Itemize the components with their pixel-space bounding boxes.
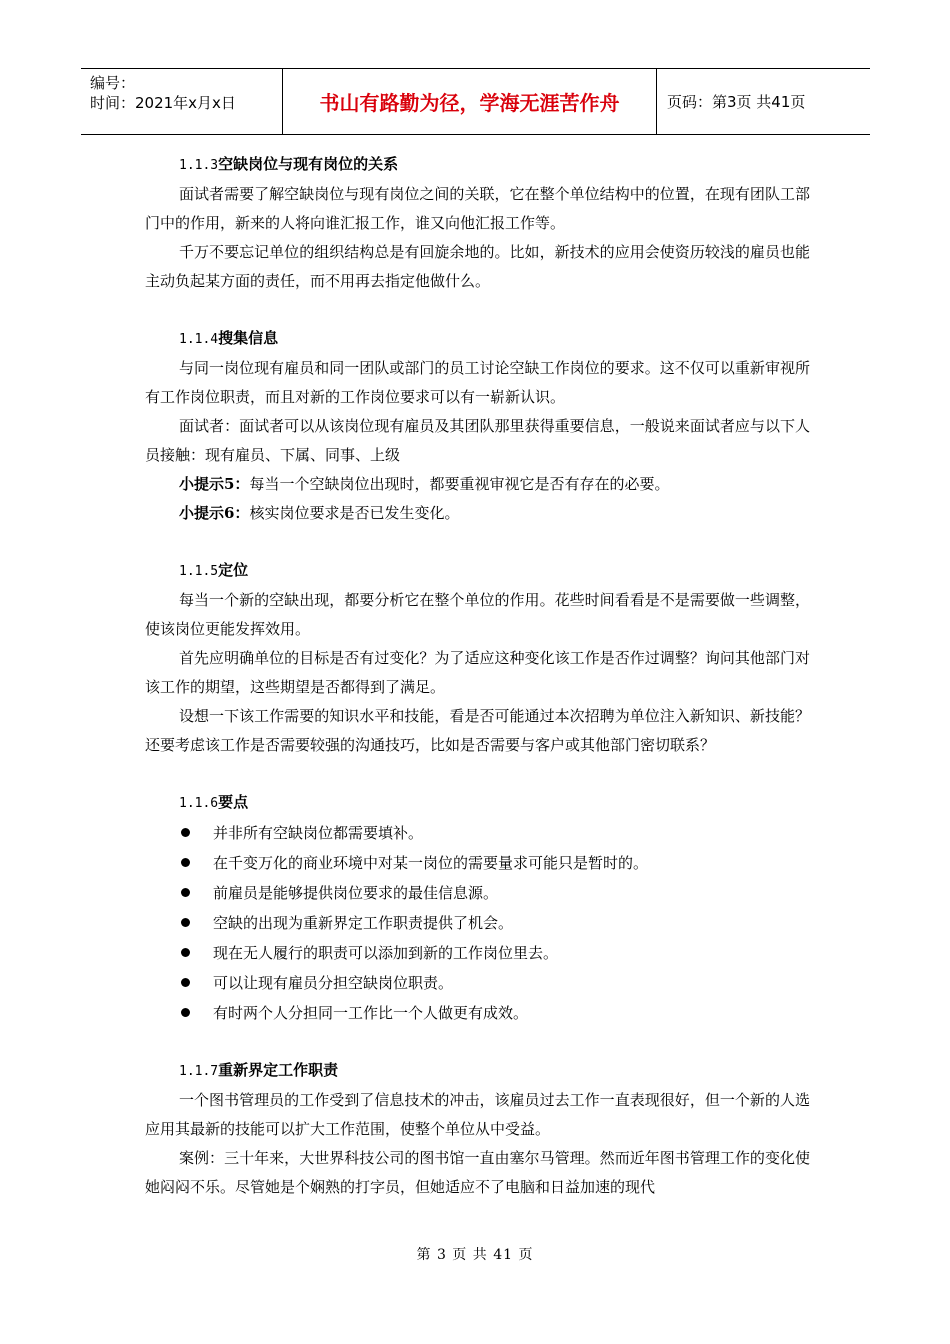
bullet-icon <box>181 888 190 897</box>
tip-text: 核实岗位要求是否已发生变化。 <box>249 504 460 522</box>
bullet-icon <box>181 1008 190 1017</box>
paragraph: 每当一个新的空缺出现，都要分析它在整个单位的作用。花些时间看看是不是需要做一些调整，使该岗位更能发挥效用。 <box>145 591 810 638</box>
list-item: 空缺的出现为重新界定工作职责提供了机会。 <box>145 908 810 938</box>
header-slogan: 书山有路勤为径，学海无涯苦作舟 <box>283 69 657 134</box>
tip-label: 小提示6： <box>179 504 250 522</box>
page-header <box>81 68 870 135</box>
bullet-icon <box>181 858 190 867</box>
paragraph: 与同一岗位现有雇员和同一团队或部门的员工讨论空缺工作岗位的要求。这不仅可以重新审视所有工作岗位职责，而且对新的工作岗位要求可以有一崭新认识。 <box>145 359 810 406</box>
list-item: 有时两个人分担同一工作比一个人做更有成效。 <box>145 998 810 1028</box>
tip-label: 小提示5： <box>179 475 250 493</box>
section-heading: 1.1.4搜集信息 <box>179 329 279 347</box>
section-heading: 1.1.3空缺岗位与现有岗位的关系 <box>179 155 399 173</box>
section-heading: 1.1.6要点 <box>179 793 249 811</box>
paragraph: 设想一下该工作需要的知识水平和技能，看是否可能通过本次招聘为单位注入新知识、新技能？还要考虑该工作是否需要较强的沟通技巧，比如是否需要与客户或其他部门密切联系？ <box>145 707 810 754</box>
bullet-icon <box>181 918 190 927</box>
header-page-number: 页码：第3页 共41页 <box>667 93 806 111</box>
section-heading: 1.1.7重新界定工作职责 <box>179 1061 339 1079</box>
document-body <box>145 150 810 1202</box>
paragraph: 面试者需要了解空缺岗位与现有岗位之间的关联，它在整个单位结构中的位置，在现有团队工部门中的作用，新来的人将向谁汇报工作，谁又向他汇报工作等。 <box>145 185 810 232</box>
paragraph: 首先应明确单位的目标是否有过变化？为了适应这种变化该工作是否作过调整？询问其他部门对该工作的期望，这些期望是否都得到了满足。 <box>145 649 810 696</box>
list-item: 在千变万化的商业环境中对某一岗位的需要量求可能只是暂时的。 <box>145 848 810 878</box>
header-code: 编号： <box>90 74 136 92</box>
paragraph: 千万不要忘记单位的组织结构总是有回旋余地的。比如，新技术的应用会使资历较浅的雇员也能主动负起某方面的责任，而不用再去指定他做什么。 <box>145 243 810 290</box>
list-item: 前雇员是能够提供岗位要求的最佳信息源。 <box>145 878 810 908</box>
list-item: 现在无人履行的职责可以添加到新的工作岗位里去。 <box>145 938 810 968</box>
page-footer: 第 3 页 共 41 页 <box>416 1247 534 1263</box>
header-date: 时间：2021年x月x日 <box>90 94 236 112</box>
bullet-icon <box>181 828 190 837</box>
paragraph: 一个图书管理员的工作受到了信息技术的冲击，该雇员过去工作一直表现很好，但一个新的人选应用其最新的技能可以扩大工作范围，使整个单位从中受益。 <box>145 1091 810 1138</box>
bullet-icon <box>181 978 190 987</box>
section-heading: 1.1.5定位 <box>179 561 249 579</box>
paragraph: 面试者：面试者可以从该岗位现有雇员及其团队那里获得重要信息，一般说来面试者应与以下人员接触：现有雇员、下属、同事、上级 <box>145 417 810 464</box>
bullet-icon <box>181 948 190 957</box>
paragraph: 案例：三十年来，大世界科技公司的图书馆一直由塞尔马管理。然而近年图书管理工作的变化使她闷闷不乐。尽管她是个娴熟的打字员，但她适应不了电脑和日益加速的现代 <box>145 1149 810 1196</box>
list-item: 可以让现有雇员分担空缺岗位职责。 <box>145 968 810 998</box>
list-item: 并非所有空缺岗位都需要填补。 <box>145 818 810 848</box>
bullet-list <box>145 818 810 1028</box>
header-meta <box>81 69 283 134</box>
tip-text: 每当一个空缺岗位出现时，都要重视审视它是否有存在的必要。 <box>249 475 670 493</box>
tip <box>145 470 810 499</box>
tip <box>145 499 810 528</box>
